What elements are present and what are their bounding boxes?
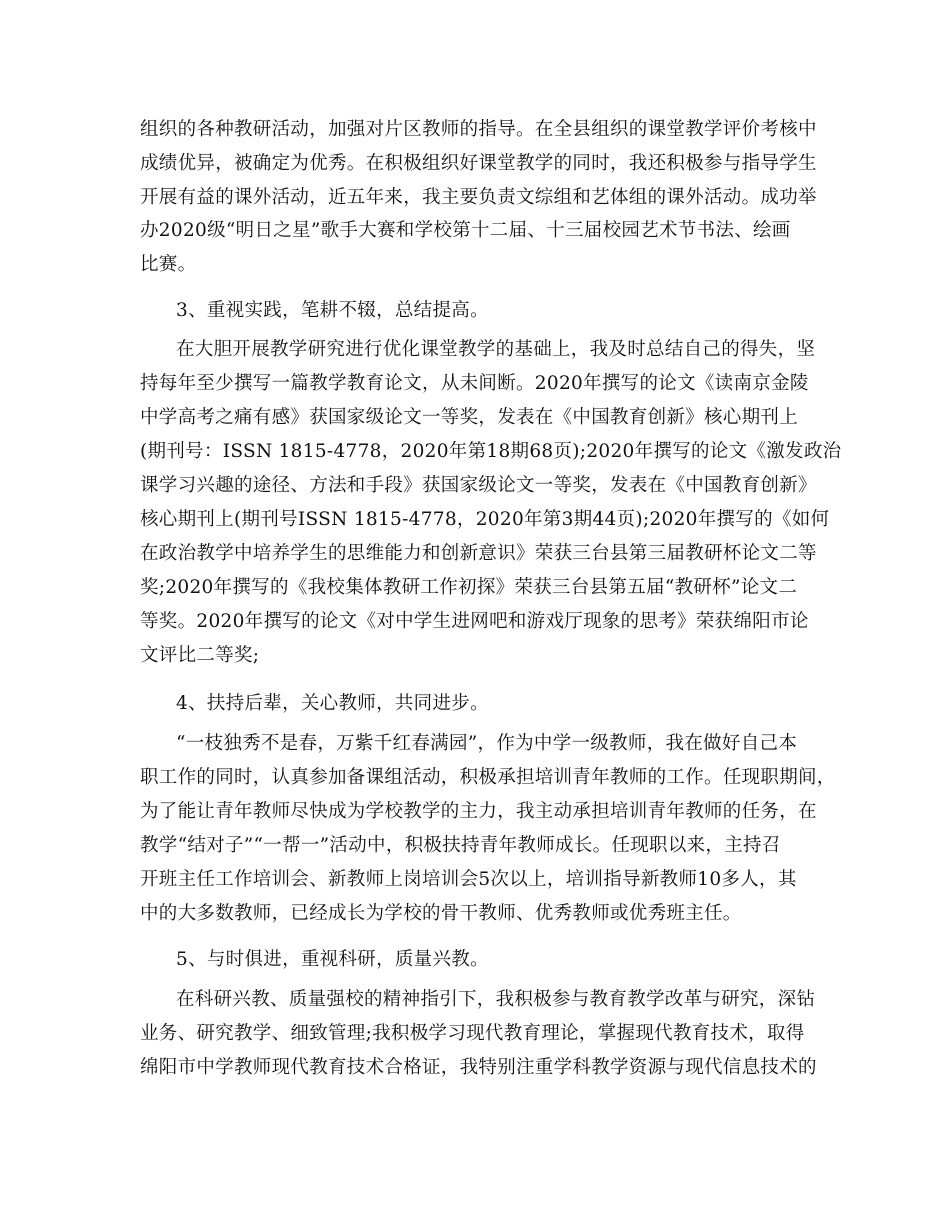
text-line: 比赛。 bbox=[140, 254, 197, 275]
text-line: 中的大多数教师，已经成长为学校的骨干教师、优秀教师或优秀班主任。 bbox=[140, 903, 742, 924]
text-line: 组织的各种教研活动，加强对片区教师的指导。在全县组织的课堂教学评价考核中 bbox=[140, 119, 817, 140]
text-line: 在大胆开展教学研究进行优化课堂教学的基础上，我及时总结自己的得失，坚 bbox=[176, 339, 816, 360]
text-line: 为了能让青年教师尽快成为学校教学的主力，我主动承担培训青年教师的任务，在 bbox=[140, 801, 817, 822]
text-line: 持每年至少撰写一篇教学教育论文，从未间断。2020年撰写的论文《读南京金陵 bbox=[140, 373, 809, 394]
text-line: 在政治教学中培养学生的思维能力和创新意识》荣获三台县第三届教研杯论文二等 bbox=[140, 543, 817, 564]
text-line: 开展有益的课外活动，近五年来，我主要负责文综组和艺体组的课外活动。成功举 bbox=[140, 187, 817, 208]
text-line: 核心期刊上(期刊号ISSN 1815-4778，2020年第3期44页);2020年撰写的《如何 bbox=[140, 509, 830, 530]
text-line: 职工作的同时，认真参加备课组活动，积极承担培训青年教师的工作。任现职期间， bbox=[140, 767, 836, 788]
text-line: 文评比二等奖; bbox=[140, 645, 260, 666]
section-heading: 3、重视实践，笔耕不辍，总结提高。 bbox=[176, 300, 489, 321]
section-heading: 4、扶持后辈，关心教师，共同进步。 bbox=[176, 693, 489, 714]
text-line: 开班主任工作培训会、新教师上岗培训会5次以上，培训指导新教师10多人，其 bbox=[140, 869, 797, 890]
text-line: 在科研兴教、质量强校的精神指引下，我积极参与教育教学改革与研究，深钻 bbox=[176, 989, 816, 1010]
text-line: “一枝独秀不是春，万紫千红春满园”，作为中学一级教师，我在做好自己本 bbox=[176, 733, 798, 754]
text-line: 办2020级“明日之星”歌手大赛和学校第十二届、十三届校园艺术节书法、绘画 bbox=[140, 220, 791, 241]
section-heading: 5、与时俱进，重视科研，质量兴教。 bbox=[176, 949, 489, 970]
text-line: 教学“结对子”“一帮一”活动中，积极扶持青年教师成长。任现职以来，主持召 bbox=[140, 835, 781, 856]
text-line: 成绩优异，被确定为优秀。在积极组织好课堂教学的同时，我还积极参与指导学生 bbox=[140, 153, 817, 174]
text-line: (期刊号：ISSN 1815-4778，2020年第18期68页);2020年撰写的论文《激发政治 bbox=[140, 441, 842, 462]
text-line: 奖;2020年撰写的《我校集体教研工作初探》荣获三台县第五届“教研杯”论文二 bbox=[140, 577, 798, 598]
text-line: 课学习兴趣的途径、方法和手段》获国家级论文一等奖，发表在《中国教育创新》 bbox=[140, 475, 817, 496]
text-line: 绵阳市中学教师现代教育技术合格证，我特别注重学科教学资源与现代信息技术的 bbox=[140, 1057, 817, 1078]
text-line: 业务、研究教学、细致管理;我积极学习现代教育理论，掌握现代教育技术，取得 bbox=[140, 1023, 805, 1044]
text-line: 中学高考之痛有感》获国家级论文一等奖，发表在《中国教育创新》核心期刊上 bbox=[140, 407, 799, 428]
text-line: 等奖。2020年撰写的论文《对中学生进网吧和游戏厅现象的思考》荣获绵阳市论 bbox=[140, 611, 809, 632]
